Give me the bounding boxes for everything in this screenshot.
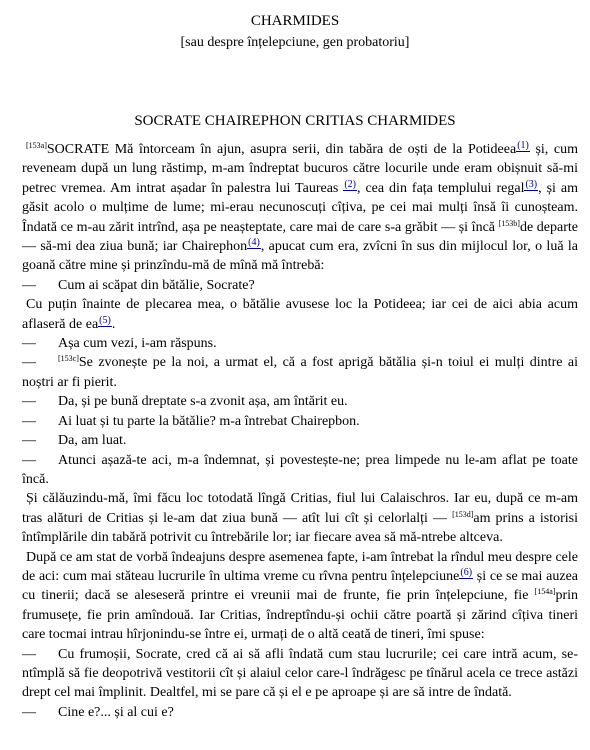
dash: — bbox=[22, 646, 36, 662]
text-span: de departe — să-mi dea ziua bună; iar Chairephon bbox=[22, 219, 578, 255]
footnote-link[interactable]: (3) bbox=[525, 178, 538, 190]
dialogue-line bbox=[22, 431, 578, 450]
paragraph bbox=[22, 489, 578, 547]
footnote-link[interactable]: (2) bbox=[344, 178, 356, 190]
dash: — bbox=[22, 413, 36, 429]
dialogue-line bbox=[22, 412, 578, 431]
dash: — bbox=[22, 452, 36, 468]
section-marker: [153d] bbox=[452, 509, 474, 519]
dialogue-line bbox=[22, 451, 578, 490]
section-marker: [153c] bbox=[58, 354, 79, 364]
dialogue-text bbox=[22, 140, 578, 722]
text-span: . bbox=[111, 316, 116, 332]
text-span: Cum ai scăpat din bătălie, Socrate? bbox=[58, 277, 255, 293]
dialogue-line bbox=[22, 703, 578, 722]
text-span: Cine e?... și al cui e? bbox=[58, 704, 174, 720]
text-span: Cu puțin înainte de plecarea mea, o bătălie avusese loc la Potideea; iar cei de aici abia acum aflaseră de ea bbox=[22, 297, 578, 332]
footnote-link[interactable]: (6) bbox=[460, 566, 473, 578]
footnote-link[interactable]: (4) bbox=[248, 237, 260, 249]
text-span: Se zvonește pe la noi, a urmat el, că a fost aprigă bătălia și-n toiul ei mulți dintre ai noștri ar fi pierit. bbox=[22, 355, 578, 390]
section-marker: [153b] bbox=[498, 218, 520, 228]
section-marker: [154a] bbox=[534, 587, 556, 597]
text-span: și, cum reveneam după un lung răstimp, m-am îndreptat bucuros către locurile unde eram obișnuit să-mi petrec vremea. Am intrat așadar în palestra lui Taureas bbox=[22, 142, 578, 196]
text-span: Cu frumoșii, Socrate, cred că ai să afli îndată cum stau lucrurile; cei care intră acum, se-ntîmplă să fie deopotrivă vestitorii cît și alaiul celor care-l îndrăgesc pe tînărul acela ce trece astăzi drept cel mai împlinit. Dealtfel, mi se pare că și el e pe aproape și are să intre de îndată. bbox=[22, 646, 578, 701]
dash: — bbox=[22, 433, 36, 449]
dash: — bbox=[22, 355, 36, 371]
dash: — bbox=[22, 704, 36, 720]
dialogue-line bbox=[22, 645, 578, 703]
dramatis-personae: SOCRATE CHAIREPHON CRITIAS CHARMIDES bbox=[134, 113, 456, 129]
text-span: , și am găsit acolo o mulțime de lume; mi-erau necunoscuți cîțiva, pe cei mai mulți însă îi cunoșteam. Îndată ce m-au zărit intrînd, așa pe neașteptate, care mai de care s-a grăbit — și încă bbox=[22, 180, 578, 235]
text-span: Atunci așază-te aci, m-a îndemnat, și povestește-ne; prea limpede nu le-am aflat pe toate încă. bbox=[22, 452, 578, 487]
dialogue-line bbox=[22, 276, 578, 295]
paragraph bbox=[22, 548, 578, 645]
dialogue-line bbox=[22, 353, 578, 392]
text-span: Și călăuzindu-mă, îmi făcu loc totodată lîngă Critias, fiul lui Calaischros. Iar eu, după ce m-am tras alături de Critias și le-am dat ziua bună — atît lui cît și celorlalți — bbox=[22, 491, 578, 526]
text-span: Așa cum vezi, i-am răspuns. bbox=[58, 336, 217, 352]
dialogue-line bbox=[22, 334, 578, 353]
dash: — bbox=[22, 277, 36, 293]
text-span: , apucat cum era, zvîcni în sus din mijlocul lor, o luă la goană către mine și prinzîndu-mă de mînă mă întrebă: bbox=[22, 239, 578, 274]
footnote-link[interactable]: (1) bbox=[517, 140, 529, 151]
text-span: Da, am luat. bbox=[58, 433, 127, 449]
text-span: și ce se mai auzea cu tinerii; dacă se aleseseră printre ei vreunii mai de frunte, fie prin înțelepciune, fie bbox=[22, 568, 578, 604]
text-span: , cea din fața templului regal bbox=[357, 180, 525, 196]
text-span: SOCRATE Mă întorceam în ajun, asupra serii, din tabăra de oști de la Potideea bbox=[46, 142, 517, 157]
section-marker: [153a] bbox=[26, 141, 47, 150]
text-span: am prins a istorisi întîmplările din tabără potrivit cu întrebările lor; iar fiecare avea să mă-ntrebe altceva. bbox=[22, 510, 579, 546]
text-span: Da, și pe bună dreptate s-a zvonit așa, am întărit eu. bbox=[58, 394, 348, 410]
text-span: După ce am stat de vorbă îndeajuns despre asemenea fapte, i-am întrebat la rîndul meu despre cele de aci: cum mai stăteau lucrurile în ultima vreme cu rîvna pentru înțelepciune bbox=[22, 549, 578, 584]
text-span: Ai luat și tu parte la bătălie? m-a întrebat Chairepbon. bbox=[58, 413, 360, 429]
dash: — bbox=[22, 336, 36, 352]
dialogue-line bbox=[22, 392, 578, 411]
footnote-link[interactable]: (5) bbox=[99, 314, 111, 326]
document-subtitle: [sau despre înțelepciune, gen probatoriu] bbox=[180, 35, 410, 50]
paragraph bbox=[22, 295, 578, 334]
paragraph bbox=[22, 140, 578, 276]
dash: — bbox=[22, 394, 36, 410]
document-title: CHARMIDES bbox=[250, 13, 340, 29]
text-span: prin frumusețe, fie prin amîndouă. Iar Critias, îndreptîndu-și ochii către poartă și zărind cîțiva tineri care tocmai intrau hîrjonindu-se între ei, urmați de o altă ceată de tineri, îmi spuse: bbox=[22, 588, 578, 643]
